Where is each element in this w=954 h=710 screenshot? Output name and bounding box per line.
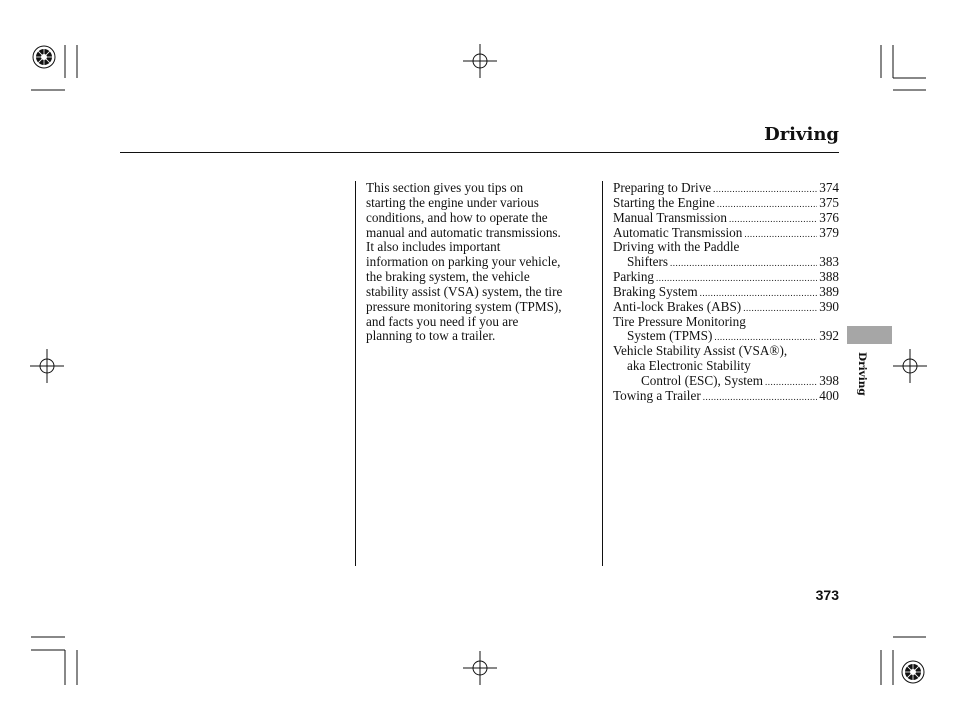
intro-line: starting the engine under various — [366, 194, 539, 210]
toc-entry-title: Vehicle Stability Assist (VSA®), — [613, 343, 788, 359]
toc-entry-title: System (TPMS) — [627, 328, 713, 344]
toc-entry-anti-lock-brakes[interactable] — [613, 300, 839, 315]
toc-entry-paddle-shifters[interactable] — [613, 255, 839, 270]
toc-entry-title: Control (ESC), System — [641, 372, 763, 388]
toc-entry-page: 389 — [819, 283, 839, 299]
toc-entry-page: 388 — [819, 269, 839, 285]
toc-entry-page: 374 — [819, 180, 839, 195]
intro-line: and facts you need if you are — [366, 313, 519, 329]
toc-entry-vsa[interactable] — [613, 374, 839, 389]
page-title: Driving — [764, 124, 839, 145]
section-side-label: Driving — [856, 352, 868, 396]
toc-entry-title: Tire Pressure Monitoring — [613, 313, 746, 329]
toc-entry-vsa-line-1[interactable] — [613, 344, 839, 359]
toc-entry-page: 400 — [819, 387, 839, 403]
toc-entry-starting-the-engine[interactable] — [613, 196, 839, 211]
intro-line: planning to tow a trailer. — [366, 328, 496, 344]
starburst-target-bottom-right — [902, 661, 924, 683]
toc-entry-page: 392 — [819, 328, 839, 344]
toc-entry-manual-transmission[interactable] — [613, 211, 839, 226]
toc-entry-page: 383 — [819, 254, 839, 270]
toc-entry-vsa-line-2[interactable] — [613, 359, 839, 374]
section-side-tab — [847, 326, 892, 344]
toc-entry-title: Shifters — [627, 254, 669, 270]
page-number: 373 — [815, 587, 839, 603]
toc-entry-preparing-to-drive[interactable] — [613, 181, 839, 196]
intro-line: pressure monitoring system (TPMS), — [366, 298, 562, 314]
header-rule — [120, 152, 839, 153]
intro-line: conditions, and how to operate the — [366, 209, 548, 225]
column-rule-right — [602, 181, 603, 566]
intro-line: the braking system, the vehicle — [366, 269, 530, 285]
intro-line: It also includes important — [366, 239, 501, 255]
toc-entry-title: Preparing to Drive — [613, 180, 712, 195]
toc-entry-page: 398 — [819, 372, 839, 388]
toc-entry-title: Braking System — [613, 283, 698, 299]
toc-entry-title: Parking — [613, 269, 655, 285]
toc-entry-paddle-shifters-line-1[interactable] — [613, 240, 839, 255]
toc-entry-page: 379 — [819, 224, 839, 240]
toc-entry-page: 376 — [819, 209, 839, 225]
toc-entry-title: Manual Transmission — [613, 209, 727, 225]
toc-entry-tpms[interactable] — [613, 329, 839, 344]
intro-line: stability assist (VSA) system, the tire — [366, 283, 563, 299]
toc-entry-parking[interactable] — [613, 270, 839, 285]
intro-paragraph — [366, 181, 598, 344]
toc-entry-page: 375 — [819, 194, 839, 210]
toc-entry-towing-a-trailer[interactable] — [613, 389, 839, 404]
toc-entry-title: Towing a Trailer — [613, 387, 701, 403]
toc-entry-title: Starting the Engine — [613, 194, 715, 210]
toc-entry-automatic-transmission[interactable] — [613, 226, 839, 241]
intro-line: information on parking your vehicle, — [366, 254, 561, 270]
toc-entry-tpms-line-1[interactable] — [613, 315, 839, 330]
toc-entry-title: Automatic Transmission — [613, 224, 743, 240]
starburst-target-top-left — [33, 46, 55, 68]
toc-entry-page: 390 — [819, 298, 839, 314]
toc-entry-braking-system[interactable] — [613, 285, 839, 300]
toc-entry-title: Anti-lock Brakes (ABS) — [613, 298, 742, 314]
toc-entry-title: aka Electronic Stability — [627, 358, 751, 374]
intro-line: manual and automatic transmissions. — [366, 224, 561, 240]
toc-entry-title: Driving with the Paddle — [613, 239, 740, 255]
intro-line: This section gives you tips on — [366, 180, 524, 195]
table-of-contents — [613, 181, 839, 404]
column-rule-left — [355, 181, 356, 566]
